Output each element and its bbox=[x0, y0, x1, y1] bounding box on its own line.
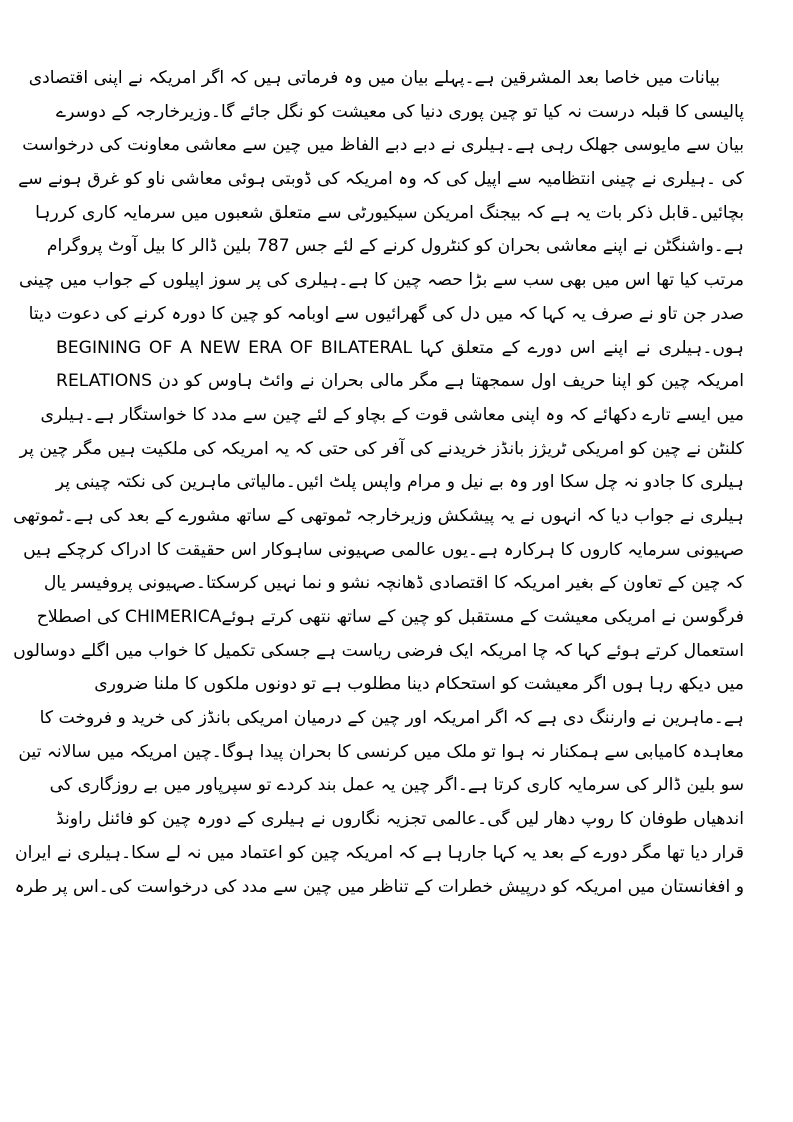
text-line: معاہدہ کامیابی سے ہمکنار نہ ہوا تو ملک میں کرنسی کا بحران پیدا ہوگا۔چین امریکہ میں سالانہ تین bbox=[18, 741, 744, 762]
text-line: ہے۔واشنگٹن نے اپنے معاشی بحران کو کنٹرول کرنے کے لئے جس 787 بلین ڈالر کا بیل آوٹ پروگرام bbox=[46, 236, 744, 257]
text-line: فرگوسن نے امریکی معیشت کے مستقبل کو چین کے ساتھ نتھی کرتے ہوئےCHIMERICA کی اصطلاح bbox=[36, 607, 744, 627]
text-line: ہوں۔ہیلری نے اپنے اس دورے کے متعلق کہا BEGINING OF A NEW ERA OF BILATERAL bbox=[56, 337, 744, 358]
text-line: پالیسی کا قبلہ درست نہ کیا تو چین پوری دنیا کی معیشت کو نگل جائے گا۔وزیرخارجہ کے دوسرے bbox=[56, 101, 744, 122]
text-line: ہے۔ماہرین نے وارننگ دی ہے کہ اگر امریکہ اور چین کے درمیان امریکی بانڈز کی خرید و فروخت کا bbox=[39, 708, 744, 729]
text-line: سو بلین ڈالر کی سرمایہ کاری کرتا ہے۔اگر چین یہ عمل بند کردے تو سپرپاور میں بے روزگاری کی bbox=[49, 775, 744, 796]
text-line: صہیونی سرمایہ کاروں کا ہرکارہ ہے۔یوں عالمی صہیونی ساہوکار اس حقیقت کا ادراک کرچکے ہیں bbox=[23, 539, 744, 560]
text-line: استعمال کرتے ہوئے کہا کہ چا امریکہ ایک فرضی ریاست ہے جسکی تکمیل کا خواب میں اگلے دوسالوں bbox=[13, 640, 744, 661]
text-line: کلنٹن نے چین کو امریکی ٹریژز بانڈز خریدنے کی آفر کی حتی کہ یہ امریکہ کی ملکیت ہیں مگر چین پر bbox=[19, 438, 744, 459]
text-line: بچائیں۔قابل ذکر بات یہ ہے کہ بیجنگ امریکن سیکیورٹی سے متعلق شعبوں میں سرمایہ کاری کررہا bbox=[35, 202, 744, 223]
text-line: مرتب کیا تھا اس میں بھی سب سے بڑا حصہ چین کا ہے۔ہیلری کی پر سوز اپیلوں کے جواب میں چینی bbox=[18, 270, 744, 291]
text-line: میں ایسے تارے دکھائے کہ وہ اپنی معاشی قوت کے بچاو کے لئے چین سے مدد کا خواستگار ہے۔ہیلری bbox=[40, 404, 744, 425]
text-line: بیانات میں خاصا بعد المشرقین ہے۔پہلے بیان میں وہ فرماتی ہیں کہ اگر امریکہ نے اپنی اقتصادی bbox=[28, 68, 720, 88]
text-line: بیان سے مایوسی جھلک رہی ہے۔ہیلری نے دبے دبے الفاظ میں چین سے معاشی معاونت کی درخواست bbox=[22, 135, 744, 156]
text-line: RELATIONS امریکہ چین کو اپنا حریف اول سمجھتا ہے مگر مالی بحران نے وائٹ ہاوس کو دن bbox=[56, 371, 744, 392]
text-line: کی ۔ہیلری نے چینی انتظامیہ سے اپیل کی کہ وہ امریکہ کی ڈوبتی ہوئی معاشی ناو کو غرق ہونے سے bbox=[18, 169, 744, 190]
text-line: ہیلری کا جادو نہ چل سکا اور وہ بے نیل و مرام واپس پلٹ ائیں۔مالیاتی ماہرین کی نکتہ چینی پر bbox=[55, 472, 744, 493]
text-line: قرار دیا تھا مگر دورے کے بعد یہ کہا جارہا ہے کہ امریکہ چین کو اعتماد میں نہ لے سکا۔ہیلری نے ایران bbox=[14, 842, 744, 863]
text-line: و افغانستان میں امریکہ کو درپیش خطرات کے تناظر میں چین سے مدد کی درخواست کی۔اس پر طرہ bbox=[14, 876, 744, 897]
text-line: کہ چین کے تعاون کے بغیر امریکہ کا اقتصادی ڈھانچہ نشو و نما نہیں کرسکتا۔صہیونی پروفیسر یال bbox=[43, 573, 744, 594]
text-line: ہیلری نے جواب دیا کہ انہوں نے یہ پیشکش وزیرخارجہ ٹموتھی کے ساتھ مشورے کے بعد کی ہے۔ٹموتھی bbox=[13, 505, 744, 526]
article-body bbox=[13, 62, 744, 904]
text-line: میں دیکھ رہا ہوں اگر معیشت کو استحکام دینا مطلوب ہے تو دونوں ملکوں کا ملنا ضروری bbox=[94, 674, 744, 695]
text-line: اندھیاں طوفان کا روپ دھار لیں گی۔عالمی تجزیہ نگاروں نے ہیلری کے دورہ چین کو فائنل راونڈ bbox=[56, 809, 744, 830]
text-line: صدر جن تاو نے صرف یہ کہا کہ میں دل کی گھرائیوں سے اوبامہ کو چین کا دورہ کرنے کی دعوت دیتا bbox=[28, 303, 744, 324]
